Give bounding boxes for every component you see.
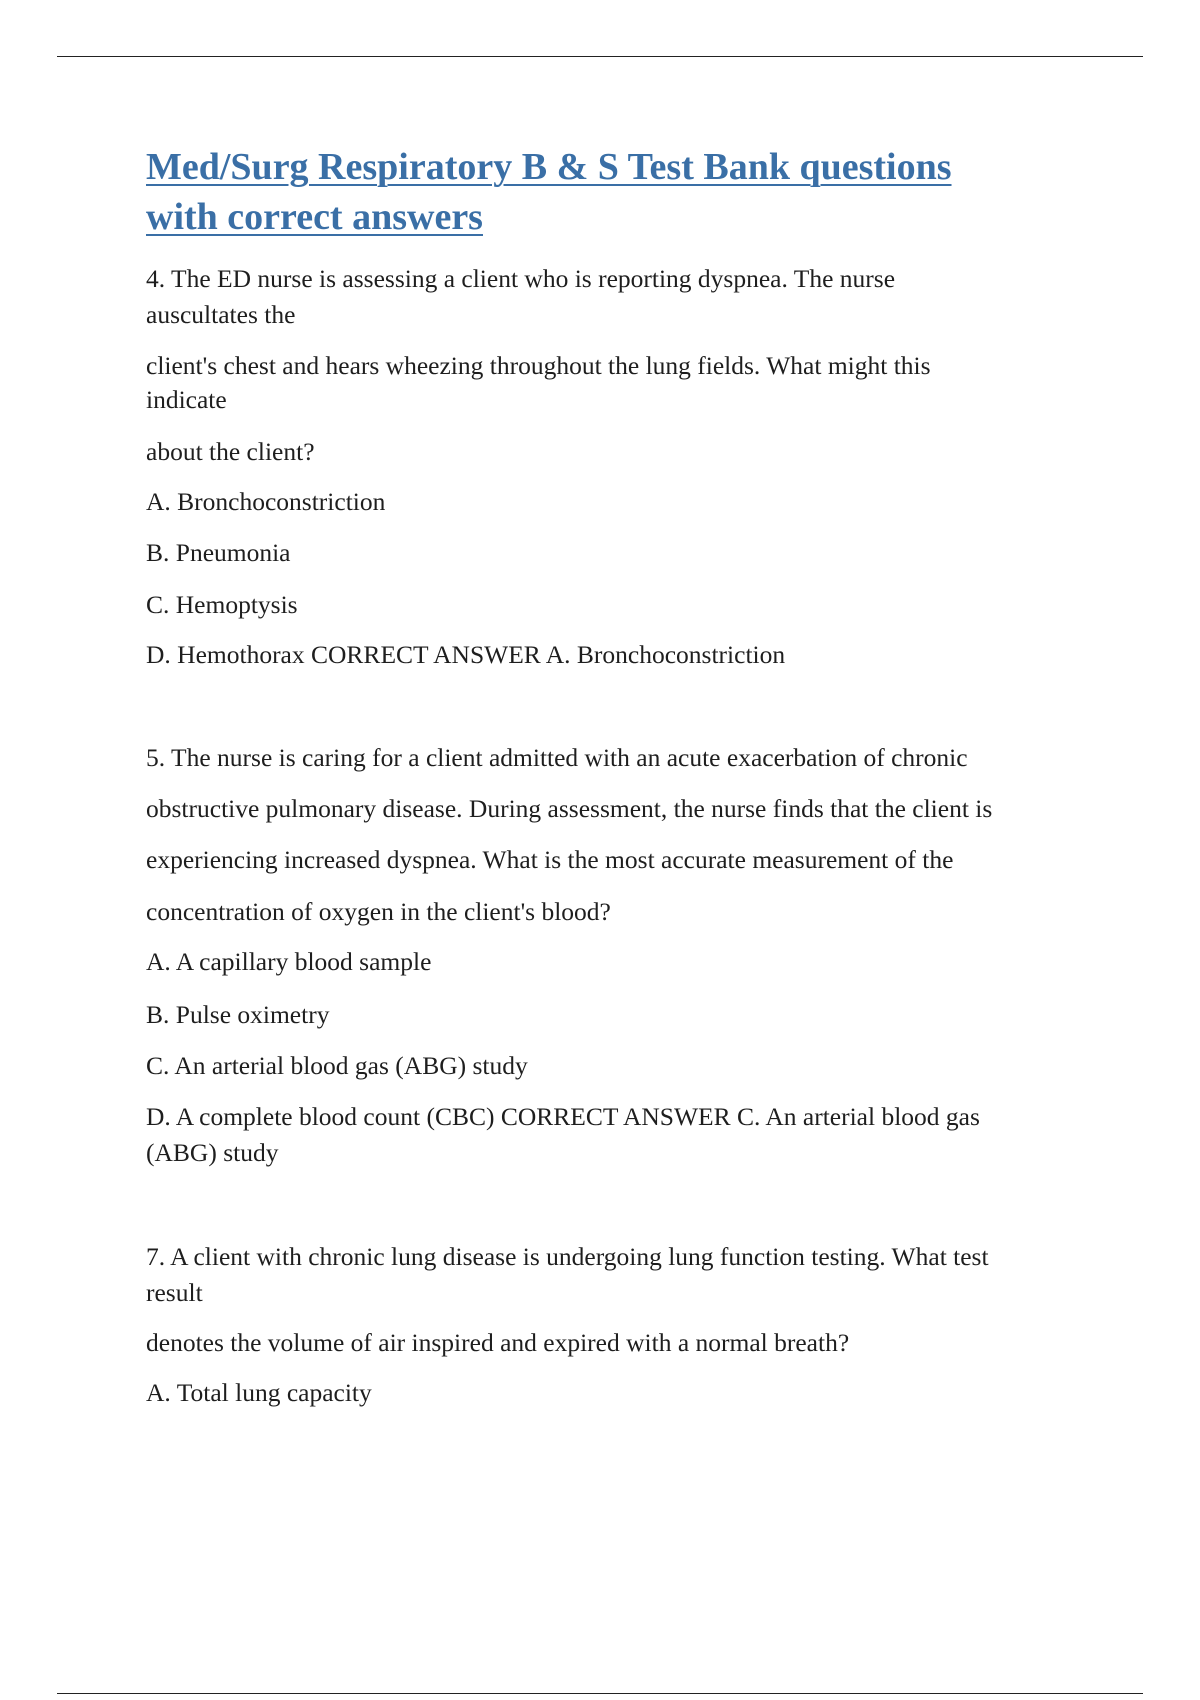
question-4-text-line: 4. The ED nurse is assessing a client who is reporting dyspnea. The nurse [146, 264, 896, 293]
header-rule [57, 56, 1143, 57]
question-5-option-b: B. Pulse oximetry [146, 1000, 330, 1029]
question-4-text-line: auscultates the [146, 300, 296, 329]
footer-rule [57, 1693, 1143, 1694]
question-7-text-line: result [146, 1278, 203, 1307]
question-4-text-line: about the client? [146, 437, 315, 466]
question-4-option-d-answer: D. Hemothorax CORRECT ANSWER A. Bronchoconstriction [146, 640, 786, 669]
question-7-text-line: denotes the volume of air inspired and expired with a normal breath? [146, 1328, 850, 1357]
question-4-text-line: client's chest and hears wheezing throughout the lung fields. What might this [146, 351, 931, 380]
question-5-option-c: C. An arterial blood gas (ABG) study [146, 1051, 528, 1080]
question-7-text-line: 7. A client with chronic lung disease is undergoing lung function testing. What test [146, 1242, 989, 1271]
question-4-option-b: B. Pneumonia [146, 538, 291, 567]
question-7-option-a: A. Total lung capacity [146, 1378, 372, 1407]
question-5-text-line: concentration of oxygen in the client's blood? [146, 897, 611, 926]
question-5-option-d-answer-cont: (ABG) study [146, 1138, 279, 1167]
question-4-text-line: indicate [146, 385, 227, 414]
document-title[interactable] [146, 142, 1086, 242]
question-5-text-line: obstructive pulmonary disease. During assessment, the nurse finds that the client is [146, 794, 993, 823]
question-5-option-d-answer: D. A complete blood count (CBC) CORRECT ANSWER C. An arterial blood gas [146, 1102, 980, 1131]
title-line-1[interactable]: Med/Surg Respiratory B & S Test Bank questions [146, 146, 952, 188]
question-4-option-c: C. Hemoptysis [146, 590, 298, 619]
question-5-text-line: 5. The nurse is caring for a client admitted with an acute exacerbation of chronic [146, 743, 968, 772]
question-5-text-line: experiencing increased dyspnea. What is the most accurate measurement of the [146, 845, 954, 874]
title-line-2[interactable]: with correct answers [146, 196, 483, 238]
question-4-option-a: A. Bronchoconstriction [146, 487, 386, 516]
question-5-option-a: A. A capillary blood sample [146, 947, 432, 976]
